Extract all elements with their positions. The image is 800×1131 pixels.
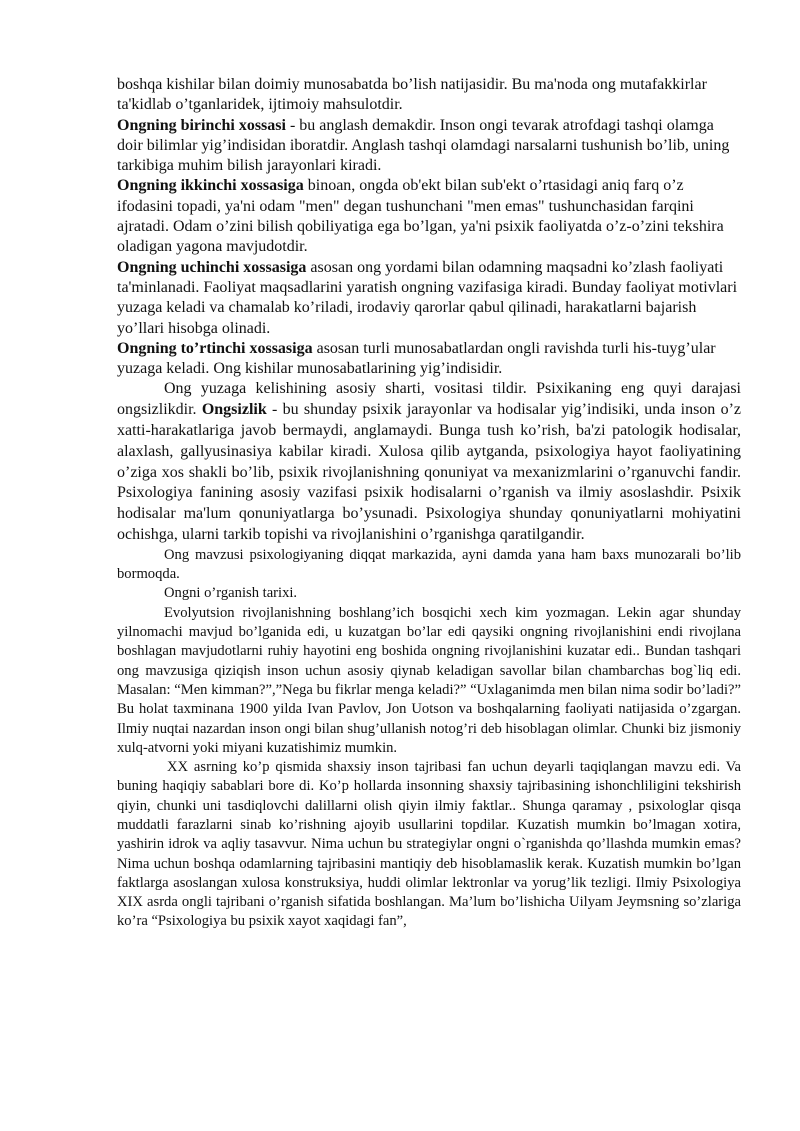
- paragraph-text: asosan turli munosabatlardan ongli ravishda turli his-tuyg’ular yuzaga keladi. Ong kishilar munosabatlarining yig’indisidir.: [117, 339, 716, 378]
- paragraph-twentieth-century: [117, 758, 741, 932]
- paragraph-text: Ong yuzaga kelishining asosiy sharti, vositasi tildir. Psixikaning eng quyi darajasi ongsizlikdir.: [117, 380, 741, 419]
- paragraph-unconscious: [117, 379, 741, 545]
- paragraph-intro: [117, 75, 741, 116]
- bold-term: Ongning birinchi xossasi: [117, 116, 286, 134]
- paragraph-text: binoan, ongda ob'ekt bilan sub'ekt o’rtasidagi aniq farq o’z ifodasini topadi, ya'ni odam "men" degan tushunchani "men emas" tushunchasidan farqini ajratadi. Odam o’zini bilish qobiliyatiga ega bo’lgan, ya'ni psixik faoliyatda o’z-o’zini tekshira oladigan yagona mavjudotdir.: [117, 177, 724, 256]
- bold-term: Ongning to’rtinchi xossasiga: [117, 339, 313, 357]
- paragraph-text: asosan ong yordami bilan odamning maqsadni ko’zlash faoliyati ta'minlanadi. Faoliyat maqsadlarini yaratish ongning vazifasiga kiradi. Bunday faoliyat motivlari yuzaga keladi va chamalab ko’riladi, irodaviy qarorlar qabul qilinadi, harakatlarni bajarish yo’llari hisobga olinadi.: [117, 258, 738, 337]
- paragraph-second-property: [117, 176, 741, 257]
- paragraph-text: boshqa kishilar bilan doimiy munosabatda bo’lish natijasidir. Bu ma'noda ong mutafakkirlar ta'kidlab o’tganlaridek, ijtimoiy mahsulotdir.: [117, 76, 707, 114]
- paragraph-consciousness-topic: [117, 546, 741, 585]
- paragraph-text: - bu shunday psixik jarayonlar va hodisalar yig’indisiki, unda inson o’z xatti-harakatlariga javob bermaydi, anglamaydi. Bunga tush ko’rish, ba'zi patologik hodisalar, alaxlash, gallyusinasiya kabilar kiradi. Xulosa qilib aytganda, psixologiya hayot faoliyatining o’ziga xos shakli bo’lib, psixik rivojlanishning qonuniyat va mexanizmlarini o’rganuvchi fandir. Psixologiya fanining asosiy vazifasi psixik hodisalarni o’rganish va ilmiy asoslashdir. Psixik hodisalar ma'lum qonuniyatlarga bo’ysunadi. Psixologiya shunday qonuniyatlarni mohiyatini ochishga, ularni tarkib topishi va rivojlanishini o’rganishga qaratilgandir.: [117, 401, 742, 544]
- paragraph-first-property: [117, 116, 741, 177]
- paragraph-third-property: [117, 258, 741, 339]
- paragraph-fourth-property: [117, 339, 741, 380]
- section-heading-text: Ongni o’rganish tarixi.: [164, 585, 298, 602]
- paragraph-evolution: [117, 604, 741, 758]
- paragraph-text: Ong mavzusi psixologiyaning diqqat markazida, ayni damda yana ham baxs munozarali bo’lib bormoqda.: [117, 546, 741, 583]
- section-heading: [117, 584, 741, 603]
- bold-term: Ongning ikkinchi xossasiga: [117, 177, 304, 195]
- bold-term: Ongsizlik: [201, 401, 267, 419]
- document-page: [117, 75, 741, 932]
- paragraph-text: Evolyutsion rivojlanishning boshlang’ich bosqichi xech kim yozmagan. Lekin agar shunday yilnomachi mavjud bo’lganida edi, u kuzatgan bo’lar edi qaysiki ongning rivojlanishini endi rivojlana boshlagan mavjudotlarni ruhiy hayotini eng boshida ongning rivojlanishini kuzatar edi.. Bundan tashqari ong mavzusiga qiziqish inson uchun asosiy qiynab keladigan savollar bilan chambarchas bog`liq edi. Masalan: “Men kimman?”,”Nega bu fikrlar menga keladi?” “Uxlaganimda men bilan nima sodir bo’ladi?” Bu holat taxminana 1900 yilda Ivan Pavlov, Jon Uotson va boshqalarning faoliyati natijasida o’zgargan. Ilmiy nuqtai nazardan inson ongi bilan shug’ullanish notog’ri deb hisoblagan olimlar. Chunki biz jismoniy xulq-atvorni yoki miyani kuzatishimiz mumkin.: [117, 604, 741, 756]
- paragraph-text: - bu anglash demakdir. Inson ongi tevarak atrofdagi tashqi olamga doir bilimlar yig’indisidan iboratdir. Anglash tashqi olamdagi narsalarni tushunish bo’lib, uning tarkibiga muhim bilish jarayonlari kiradi.: [117, 116, 730, 175]
- paragraph-text: XX asrning ko’p qismida shaxsiy inson tajribasi fan uchun deyarli taqiqlangan mavzu edi. Va buning haqiqiy sabablari bore di. Ko’p hollarda insonning shaxsiy tajribasining ishonchliligini tekshirish qiyin, chunki uni tasdiqlovchi dalillarni olish qiyin ilmiy faktlar.. Shunga qaramay , psixologlar qisqa muddatli farazlarni sinab ko’rishning ajoyib usullarini topdilar. Kuzatish mumkin bo’lmagan xotira, yashirin idrok va aqliy tasavvur. Nima uchun bu strategiylar ongni o`rganishda qo’llashda mumkin emas? Nima uchun boshqa odamlarning tajribasini mantiqiy deb hisoblamaslik kerak. Kuzatish mumkin bo’lgan faktlarga asoslangan xulosa konstruksiya, huddi olimlar lektronlar va yorug’lik tezligi. Ilmiy Psixologiya XIX asrda ongli tajribani o’rganish sifatida boshlangan. Ma’lum bo’lishicha Uilyam Jeymsning so’zlariga ko’ra “Psixologiya bu psixik xayot xaqidagi fan”,: [117, 759, 741, 930]
- bold-term: Ongning uchinchi xossasiga: [117, 258, 307, 276]
